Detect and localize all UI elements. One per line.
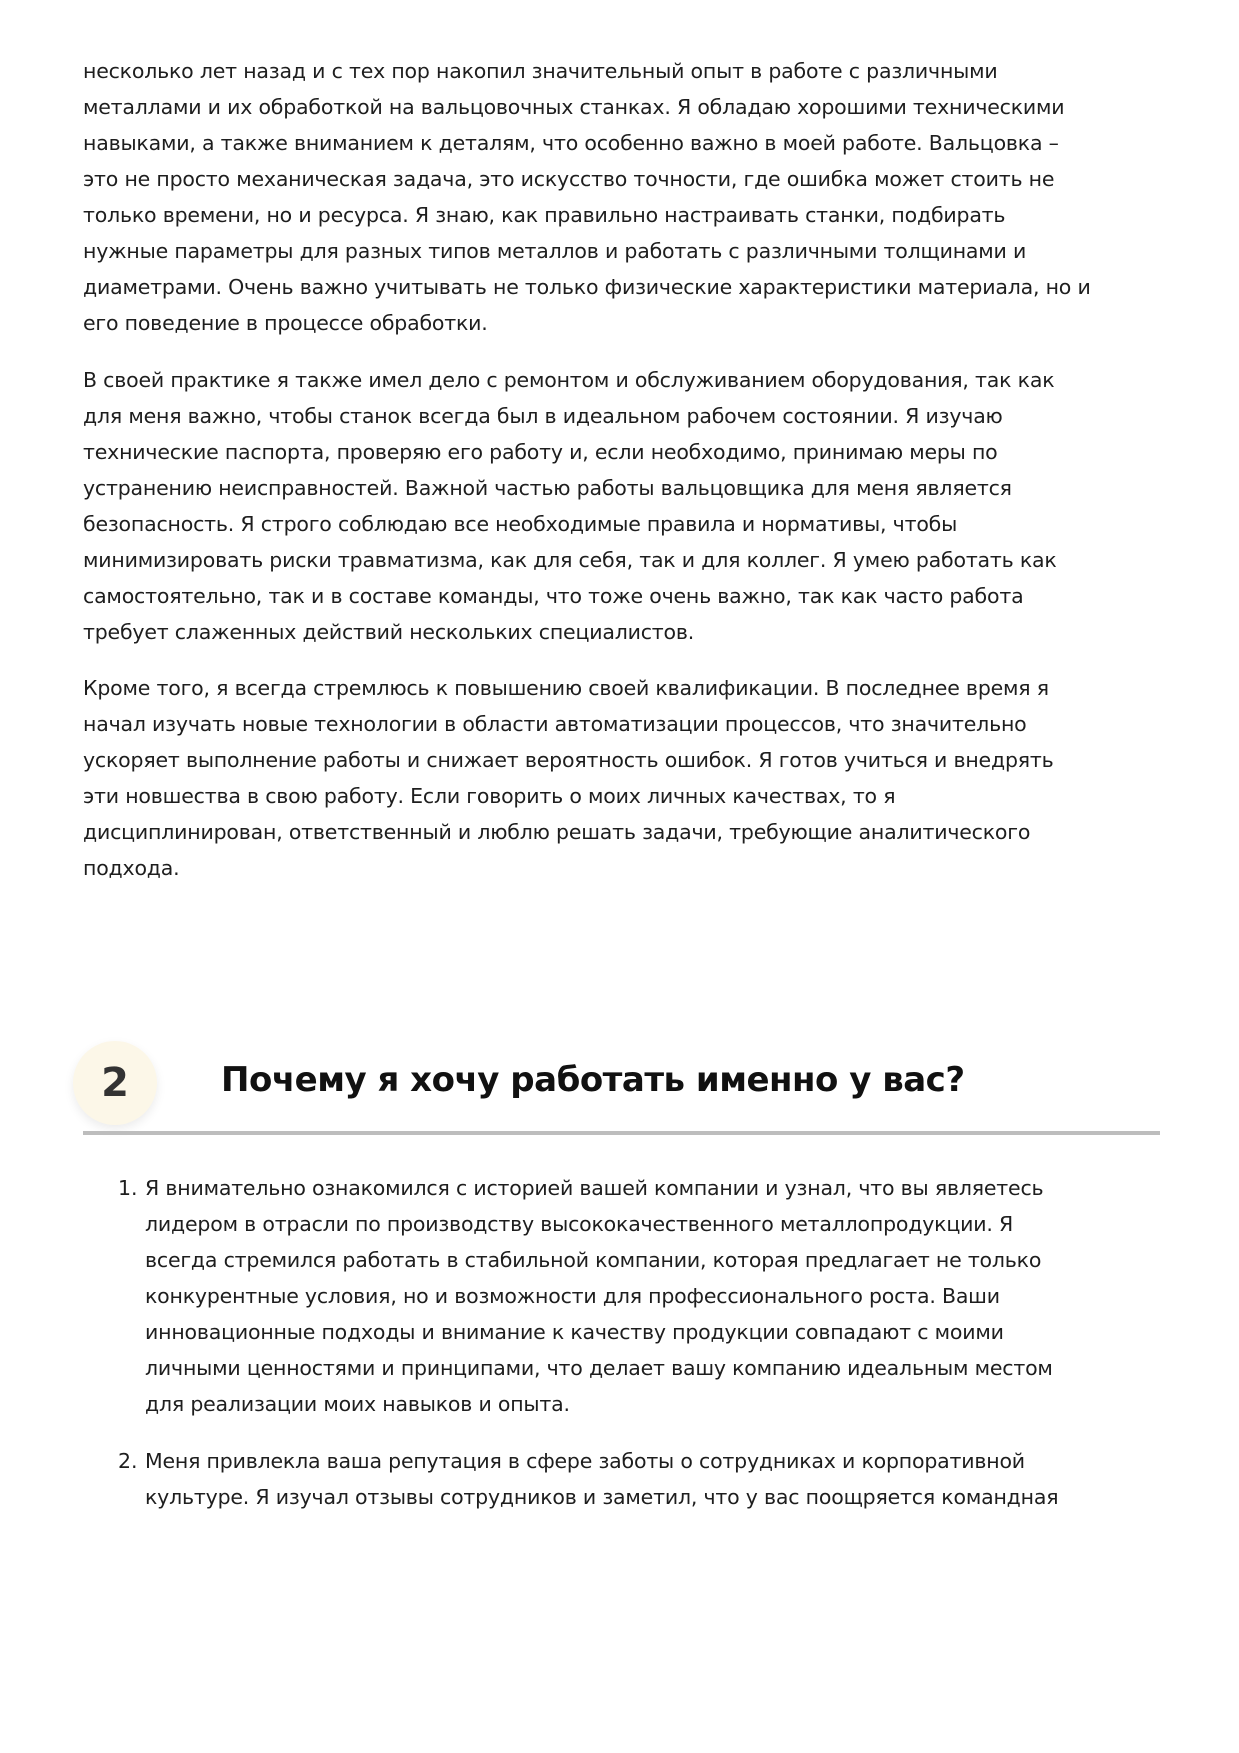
text-line: личными ценностями и принципами, что делает вашу компанию идеальным местом: [145, 1356, 1053, 1380]
text-line: безопасность. Я строго соблюдаю все необходимые правила и нормативы, чтобы: [83, 512, 958, 536]
text-line: самостоятельно, так и в составе команды, что тоже очень важно, так как часто работа: [83, 584, 1024, 608]
section-divider: [83, 1131, 1160, 1135]
text-line: только времени, но и ресурса. Я знаю, как правильно настраивать станки, подбирать: [83, 203, 1006, 227]
text-line: нужные параметры для разных типов металлов и работать с различными толщинами и: [83, 239, 1027, 263]
paragraph-1: [83, 53, 1173, 341]
text-line: несколько лет назад и с тех пор накопил значительный опыт в работе с различными: [83, 59, 998, 83]
text-line: его поведение в процессе обработки.: [83, 311, 488, 335]
text-line: эти новшества в свою работу. Если говорить о моих личных качествах, то я: [83, 784, 896, 808]
text-line: подхода.: [83, 856, 180, 880]
list-marker: 1.: [118, 1176, 138, 1200]
text-line: для реализации моих навыков и опыта.: [145, 1392, 570, 1416]
text-line: ускоряет выполнение работы и снижает вероятность ошибок. Я готов учиться и внедрять: [83, 748, 1054, 772]
list-item-2: [118, 1443, 1168, 1515]
text-line: инновационные подходы и внимание к качеству продукции совпадают с моими: [145, 1320, 1004, 1344]
text-line: технические паспорта, проверяю его работу и, если необходимо, принимаю меры по: [83, 440, 998, 464]
text-line: Я внимательно ознакомился с историей вашей компании и узнал, что вы являетесь: [145, 1176, 1044, 1200]
text-line: лидером в отрасли по производству высококачественного металлопродукции. Я: [145, 1212, 1014, 1236]
text-line: В своей практике я также имел дело с ремонтом и обслуживанием оборудования, так как: [83, 368, 1055, 392]
text-line: для меня важно, чтобы станок всегда был в идеальном рабочем состоянии. Я изучаю: [83, 404, 1003, 428]
text-line: требует слаженных действий нескольких специалистов.: [83, 620, 695, 644]
text-line: Меня привлекла ваша репутация в сфере заботы о сотрудниках и корпоративной: [145, 1449, 1025, 1473]
text-line: минимизировать риски травматизма, как для себя, так и для коллег. Я умею работать как: [83, 548, 1057, 572]
paragraph-2: [83, 362, 1173, 650]
text-line: навыками, а также вниманием к деталям, что особенно важно в моей работе. Вальцовка –: [83, 131, 1059, 155]
text-line: всегда стремился работать в стабильной компании, которая предлагает не только: [145, 1248, 1042, 1272]
text-line: культуре. Я изучал отзывы сотрудников и заметил, что у вас поощряется командная: [145, 1485, 1059, 1509]
list-item-1: [118, 1170, 1168, 1422]
paragraph-3: [83, 670, 1173, 886]
text-line: дисциплинирован, ответственный и люблю решать задачи, требующие аналитического: [83, 820, 1031, 844]
list-marker: 2.: [118, 1449, 138, 1473]
text-line: Кроме того, я всегда стремлюсь к повышению своей квалификации. В последнее время я: [83, 676, 1049, 700]
section-heading: Почему я хочу работать именно у вас?: [221, 1060, 965, 1100]
text-line: металлами и их обработкой на вальцовочных станках. Я обладаю хорошими техническими: [83, 95, 1065, 119]
text-line: устранению неисправностей. Важной частью работы вальцовщика для меня является: [83, 476, 1012, 500]
section-number-badge: 2: [73, 1041, 157, 1125]
text-line: диаметрами. Очень важно учитывать не только физические характеристики материала, но и: [83, 275, 1091, 299]
text-line: это не просто механическая задача, это искусство точности, где ошибка может стоить не: [83, 167, 1055, 191]
text-line: конкурентные условия, но и возможности для профессионального роста. Ваши: [145, 1284, 1000, 1308]
text-line: начал изучать новые технологии в области автоматизации процессов, что значительно: [83, 712, 1027, 736]
